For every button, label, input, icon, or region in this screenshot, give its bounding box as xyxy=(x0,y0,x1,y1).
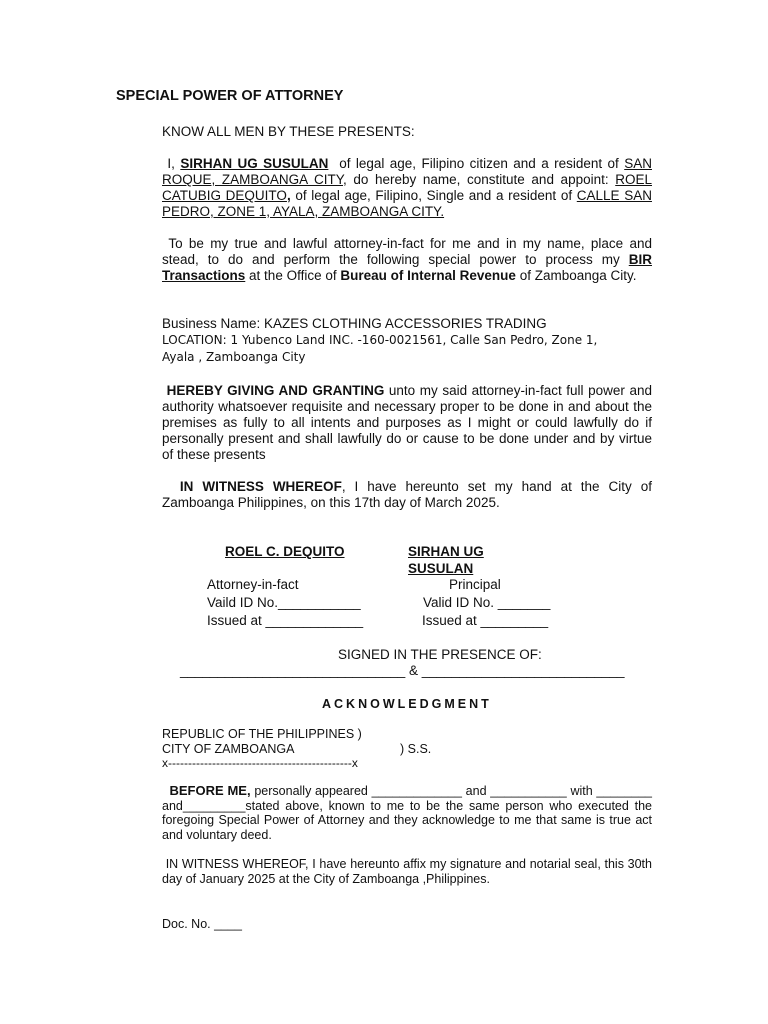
principal-address: SAN ROQUE, ZAMBOANGA CITY xyxy=(162,156,652,187)
attorney-address: CALLE SAN PEDRO, ZONE 1, AYALA, ZAMBOANGA CITY. xyxy=(162,188,652,219)
location-line-2: Ayala , Zamboanga City xyxy=(162,350,306,364)
granting-lead: HEREBY GIVING AND GRANTING xyxy=(166,383,385,398)
para2-text1: To be my true and lawful attorney-in-fact for me and in my name, place and stead, to do and perform the following special power to process my xyxy=(162,236,652,267)
acknowledgment-heading: ACKNOWLEDGMENT xyxy=(322,697,492,711)
para1-text3: of legal age, Filipino, Single and a resident of xyxy=(295,188,573,203)
appointment-paragraph xyxy=(162,156,652,220)
i-word: I, xyxy=(167,156,175,171)
location-line-1: LOCATION: 1 Yubenco Land INC. -160-0021561, Calle San Pedro, Zone 1, xyxy=(162,333,598,347)
document-title: SPECIAL POWER OF ATTORNEY xyxy=(116,88,344,104)
doc-no: Doc. No. ____ xyxy=(162,917,242,931)
principal-id: Valid ID No. _______ xyxy=(423,595,551,610)
para1-text2: , do hereby name, constitute and appoint: xyxy=(343,172,609,187)
attorney-issued: Issued at _____________ xyxy=(207,613,364,628)
witness-paragraph xyxy=(162,479,652,511)
granting-paragraph xyxy=(162,383,652,463)
venue-line-2: CITY OF ZAMBOANGA xyxy=(162,742,295,756)
dash-line: x----------------------------------------------x xyxy=(162,756,358,770)
attorney-role: Attorney-in-fact xyxy=(207,577,299,592)
before-me-paragraph xyxy=(162,784,652,842)
witness-text: , I have hereunto set my hand at the City of Zamboanga Philippines, on this 17th day of March 2025. xyxy=(162,479,652,510)
before-me-text: personally appeared _____________ and ___________ with ________ and_________stated above, known to me to be the same person who executed the foregoing Special Power of Attorney and they acknowledge to me that same is true act and voluntary deed. xyxy=(162,784,653,842)
bir-transactions: BIR Transactions xyxy=(162,252,652,283)
attorney-name: ROEL CATUBIG DEQUITO xyxy=(162,172,652,203)
intro-line: KNOW ALL MEN BY THESE PRESENTS: xyxy=(162,124,415,139)
para2-text2: at the Office of xyxy=(249,268,337,283)
powers-paragraph xyxy=(162,236,652,284)
venue-ss: ) S.S. xyxy=(400,742,432,756)
before-me-lead: BEFORE ME, xyxy=(169,783,251,798)
notary-witness-paragraph xyxy=(162,857,652,886)
principal-signature-name-1: SIRHAN UG xyxy=(408,544,484,559)
business-name-line: Business Name: KAZES CLOTHING ACCESSORIES TRADING xyxy=(162,316,547,331)
venue-line-1: REPUBLIC OF THE PHILIPPINES ) xyxy=(162,727,362,741)
para1-comma: , xyxy=(286,188,291,203)
witness-heading: SIGNED IN THE PRESENCE OF: xyxy=(338,647,542,662)
notary-witness-text: IN WITNESS WHEREOF, I have hereunto affix my signature and notarial seal, this 30th day of January 2025 at the City of Zamboanga ,Philippines. xyxy=(162,857,652,886)
para2-text3: of Zamboanga City. xyxy=(519,268,637,283)
attorney-signature-name: ROEL C. DEQUITO xyxy=(225,544,345,559)
principal-signature-name-2: SUSULAN xyxy=(408,561,474,576)
principal-role: Principal xyxy=(449,577,501,592)
witness-lead: IN WITNESS WHEREOF xyxy=(179,479,342,494)
bureau-name: Bureau of Internal Revenue xyxy=(340,268,516,283)
principal-name: SIRHAN UG SUSULAN xyxy=(180,156,329,171)
principal-issued: Issued at _________ xyxy=(422,613,549,628)
para1-text1: of legal age, Filipino citizen and a resident of xyxy=(339,156,619,171)
granting-text: unto my said attorney-in-fact full power and authority whatsoever requisite and necessary proper to be done in and about the premises as fully to all intents and purposes as I might or could lawfully do if personally present and shall lawfully do or cause to be done under and by virtue of these presents xyxy=(162,383,652,462)
witness-lines: ______________________________ & ___________________________ xyxy=(180,663,625,678)
attorney-id: Vaild ID No.___________ xyxy=(207,595,361,610)
